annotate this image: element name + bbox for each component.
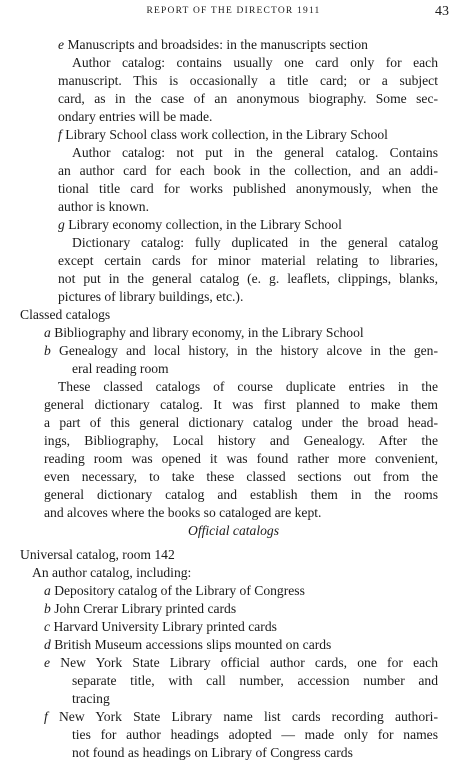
paragraph-line: Author catalog: not put in the general catalog. Contains: [72, 145, 438, 160]
item-letter: c: [44, 619, 51, 634]
item-letter: a: [44, 325, 51, 340]
official-item-e-continuation: tracing: [72, 691, 110, 706]
paragraph-line: ondary entries will be made.: [58, 109, 213, 124]
official-item-c: [44, 618, 277, 636]
paragraph-line: manuscript. This is occasionally a title card; or a subject: [58, 73, 438, 88]
paragraph-line: card, as in the case of an anonymous biography. Some sec-: [58, 91, 438, 106]
item-letter: d: [44, 637, 51, 652]
paragraph-line: ings, Bibliography, Local history and Genealogy. After the: [44, 433, 438, 448]
item-letter: b: [44, 601, 51, 616]
classed-catalogs-heading: Classed catalogs: [20, 307, 111, 322]
item-letter: g: [58, 217, 65, 232]
item-text: Harvard University Library printed cards: [53, 619, 277, 634]
paragraph-line: an author card for each book in the collection, and an addi-: [58, 163, 438, 178]
section-g-heading: [58, 216, 342, 234]
item-letter: e: [44, 655, 51, 670]
item-text: Depository catalog of the Library of Congress: [54, 583, 305, 598]
paragraph-line: and alcoves where the books so cataloged are kept.: [44, 505, 322, 520]
paragraph-line: reading room was opened it was found rather more convenient,: [44, 451, 438, 466]
section-f-heading: [58, 126, 388, 144]
item-letter: a: [44, 583, 51, 598]
paragraph-line: even necessary, to take these classed sections out from the: [44, 469, 438, 484]
item-text: John Crerar Library printed cards: [54, 601, 237, 616]
item-letter: f: [58, 127, 62, 142]
page-header: [0, 4, 467, 20]
running-head: REPORT OF THE DIRECTOR 1911: [146, 6, 321, 16]
page-number: 43: [435, 4, 449, 19]
paragraph-line: general dictionary catalog. It was first planned to make them: [44, 397, 438, 412]
paragraph-line: Dictionary catalog: fully duplicated in the general catalog: [72, 235, 438, 250]
paragraph-line: Author catalog: contains usually one card only for each: [72, 55, 438, 70]
official-item-b: [44, 600, 236, 618]
official-item-f-continuation: not found as headings on Library of Congress cards: [72, 745, 353, 760]
official-catalogs-title: Official catalogs: [188, 523, 279, 538]
item-text: New York State Library official author cards, one for each: [60, 655, 439, 670]
official-item-f: [44, 708, 438, 726]
item-text: Genealogy and local history, in the history alcove in the gen-: [59, 343, 439, 358]
classed-item-b: [44, 342, 438, 360]
classed-item-b-continuation: eral reading room: [72, 361, 169, 376]
official-item-a: [44, 582, 305, 600]
official-item-e-continuation: separate title, with call number, accession number and: [72, 673, 438, 688]
official-item-f-continuation: ties for author headings adopted — made only for names: [72, 727, 438, 742]
item-letter: e: [58, 37, 65, 52]
official-item-e: [44, 654, 438, 672]
universal-catalog-heading: Universal catalog, room 142: [20, 547, 175, 562]
section-e-heading: [58, 36, 368, 54]
paragraph-line: not put in the general catalog (e. g. leaflets, clippings, blanks,: [58, 271, 438, 286]
paragraph-line: author is known.: [58, 199, 149, 214]
author-catalog-heading: An author catalog, including:: [32, 565, 192, 580]
classed-item-a: [44, 324, 364, 342]
item-heading-text: Library economy collection, in the Library School: [68, 217, 342, 232]
item-text: New York State Library name list cards recording authori-: [58, 709, 438, 724]
item-heading-text: Manuscripts and broadsides: in the manuscripts section: [67, 37, 368, 52]
paragraph-line: tional title card for works published anonymously, when the: [58, 181, 438, 196]
item-text: British Museum accessions slips mounted on cards: [54, 637, 332, 652]
paragraph-line: general dictionary catalog and establish them in the rooms: [44, 487, 438, 502]
paragraph-line: except certain cards for minor material relating to libraries,: [58, 253, 438, 268]
item-heading-text: Library School class work collection, in the Library School: [65, 127, 388, 142]
item-letter: f: [44, 709, 48, 724]
paragraph-line: pictures of library buildings, etc.).: [58, 289, 244, 304]
paragraph-line: These classed catalogs of course duplicate entries in the: [58, 379, 438, 394]
official-item-d: [44, 636, 331, 654]
paragraph-line: a part of this general dictionary catalog under the broad head-: [44, 415, 438, 430]
item-text: Bibliography and library economy, in the Library School: [54, 325, 364, 340]
item-letter: b: [44, 343, 51, 358]
